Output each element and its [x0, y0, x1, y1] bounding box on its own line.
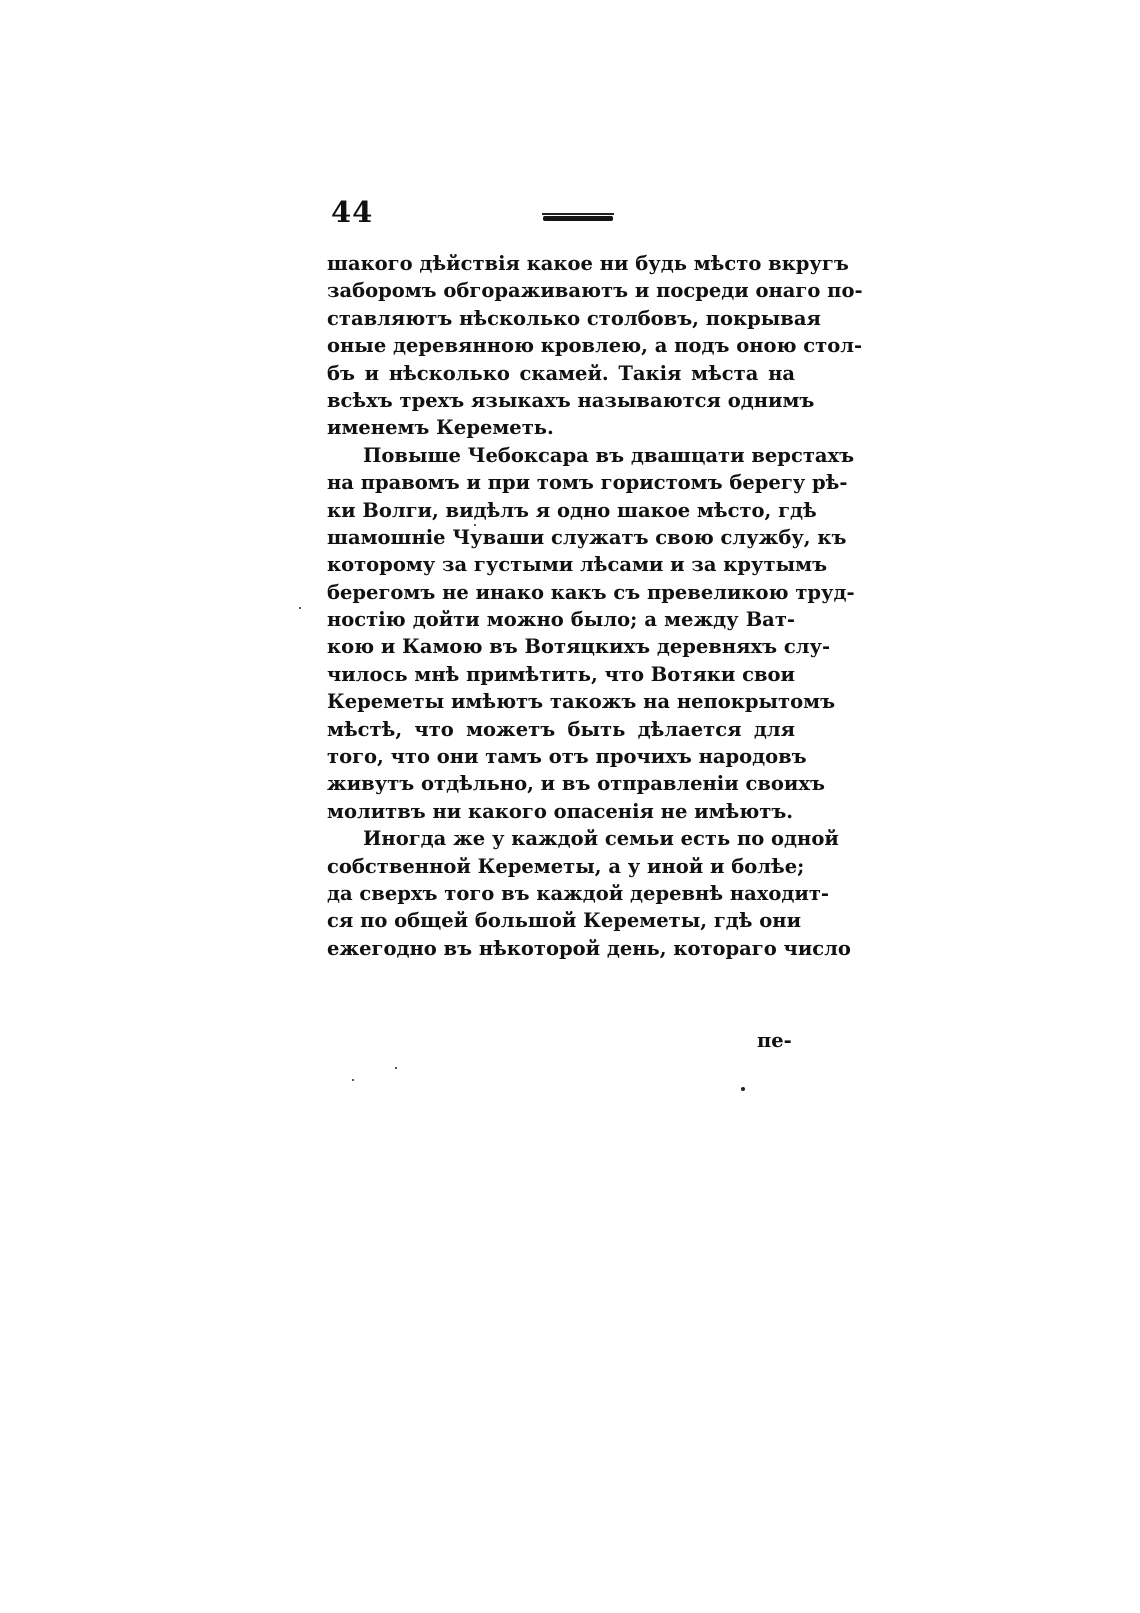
text-line: именемъ Кереметь.: [327, 416, 554, 440]
text-line: чилось мнѣ примѣтить, что Вотяки свои: [327, 662, 795, 686]
text-line: кою и Камою въ Вотяцкихъ деревняхъ слу-: [327, 635, 831, 659]
scan-speck: [352, 1079, 354, 1081]
text-line: ся по общей большой Кереметы, гдѣ они: [327, 909, 802, 933]
text-line: собственной Кереметы, а у иной и болѣе;: [327, 854, 805, 878]
text-line: шакого дѣйствія какое ни будь мѣсто вкругъ: [327, 252, 849, 275]
scan-speck: [299, 607, 301, 609]
text-line: ставляютъ нѣсколько столбовъ, покрывая: [327, 306, 821, 330]
text-line: оные деревянною кровлею, а подъ оною стол-: [327, 334, 863, 358]
text-line: всѣхъ трехъ языкахъ называются однимъ: [327, 388, 815, 412]
text-line: живутъ отдѣльно, и въ отправленіи своихъ: [327, 772, 825, 796]
scan-speck: [741, 1087, 745, 1091]
catchword: пе-: [757, 1029, 792, 1052]
text-line: шамошніе Чуваши служатъ свою службу, къ: [327, 525, 847, 549]
paragraph-2: [327, 442, 855, 825]
text-line: Иногда же у каждой семьи есть по одной: [363, 827, 839, 851]
text-line: молитвъ ни какого опасенія не имѣютъ.: [327, 799, 794, 823]
text-line: того, что они тамъ отъ прочихъ народовъ: [327, 745, 807, 769]
scan-speck: [395, 1067, 397, 1069]
text-line: ностію дойти можно было; а между Ват-: [327, 608, 795, 632]
page-number: 44: [331, 195, 374, 229]
body-text: [327, 250, 863, 962]
text-line: на правомъ и при томъ гористомъ берегу рѣ-: [327, 471, 848, 495]
text-line: Повыше Чебоксара въ двашцати верстахъ: [363, 443, 855, 467]
text-line: ки Волги, видѣлъ я одно шакое мѣсто, гдѣ: [327, 498, 817, 522]
text-line: берегомъ не инако какъ съ превеликою труд-: [327, 580, 855, 604]
paragraph-3: [327, 825, 851, 962]
text-line: Кереметы имѣютъ такожъ на непокрытомъ: [327, 690, 836, 714]
text-line: ежегодно въ нѣкоторой день, котораго число: [327, 936, 851, 960]
text-line: которому за густыми лѣсами и за крутымъ: [327, 553, 828, 577]
scan-speck: [474, 524, 476, 526]
text-line: заборомъ обгораживаютъ и посреди онаго по-: [327, 279, 863, 303]
paragraph-1: [327, 250, 863, 442]
header-ornament-rule: [543, 216, 613, 221]
text-line: бъ и нѣсколько скамей. Такія мѣста на: [327, 361, 795, 385]
text-line: мѣстѣ, что можетъ быть дѣлается для: [327, 717, 795, 741]
text-line: да сверхъ того въ каждой деревнѣ находит-: [327, 881, 829, 905]
